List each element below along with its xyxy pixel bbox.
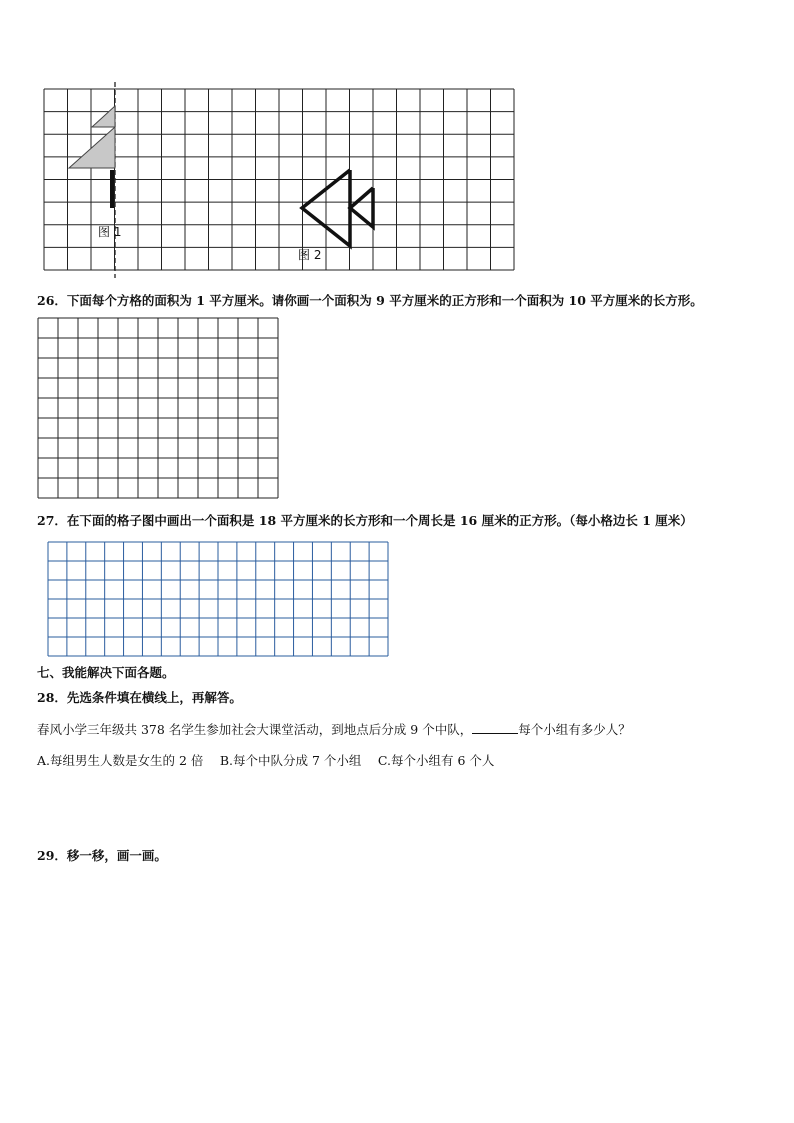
small-triangle-outline <box>350 188 373 227</box>
question-27-grid[interactable] <box>0 530 794 660</box>
answer-blank[interactable] <box>472 723 518 734</box>
question-29-title: 29．移一移，画一画。 <box>37 848 167 863</box>
figure-2-label: 图 2 <box>298 248 322 262</box>
problem-text-before: 春风小学三年级共 378 名学生参加社会大课堂活动，到地点后分成 9 个中队， <box>37 722 473 737</box>
problem-text-after: 每个小组有多少人？ <box>518 722 631 737</box>
translation-grid-figure <box>0 0 794 290</box>
question-28-problem <box>37 720 631 738</box>
figure-1-label: 图 1 <box>98 225 122 239</box>
shaded-top-triangle <box>92 106 115 127</box>
question-27-text: 27．在下面的格子图中画出一个面积是 18 平方厘米的长方形和一个周长是 16 厘米的正方形。（每小格边长 1 厘米） <box>37 513 693 528</box>
section-7-heading: 七、我能解决下面各题。 <box>37 665 175 680</box>
question-28-title: 28．先选条件填在横线上，再解答。 <box>37 690 242 705</box>
shaded-half-shape <box>69 127 115 168</box>
question-26-grid[interactable] <box>0 300 794 500</box>
question-26-text: 26．下面每个方格的面积为 1 平方厘米。请你画一个面积为 9 平方厘米的正方形和一个面积为 10 平方厘米的长方形。 <box>37 293 703 308</box>
question-28-options: A.每组男生人数是女生的 2 倍 B.每个中队分成 7 个小组 C.每个小组有 6 个人 <box>37 753 495 768</box>
